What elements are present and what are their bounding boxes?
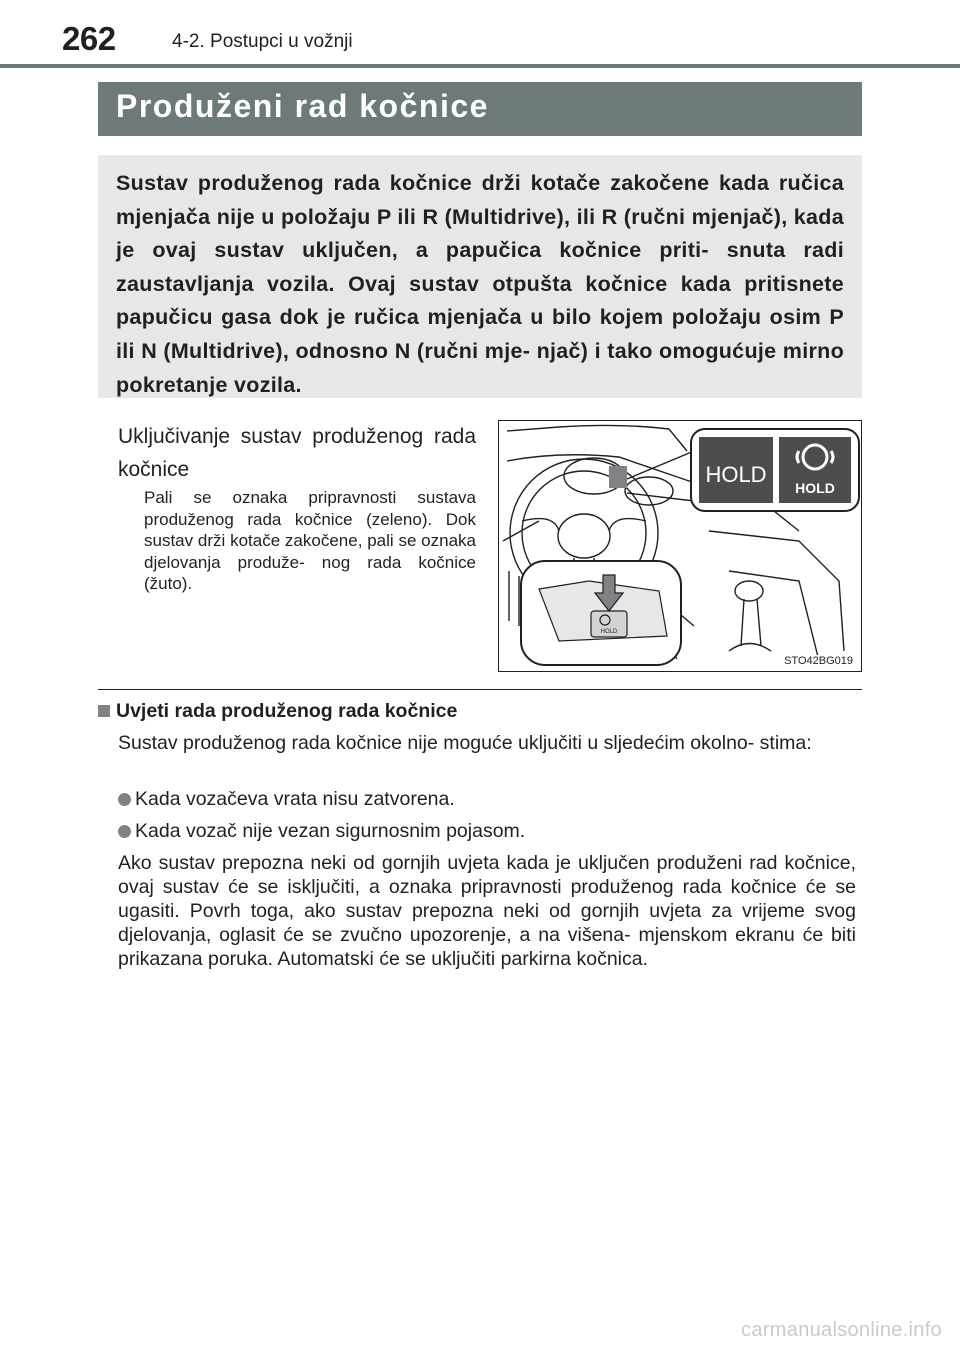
hold-indicator-label: HOLD bbox=[705, 462, 767, 487]
list-item bbox=[118, 819, 525, 843]
conditions-heading bbox=[98, 700, 457, 723]
list-item bbox=[118, 787, 455, 811]
list-item-text: Kada vozač nije vezan sigurnosnim pojasom. bbox=[135, 820, 526, 842]
header-rule bbox=[0, 64, 960, 68]
conditions-paragraph: Ako sustav prepozna neki od gornjih uvjeta kada je uključen produženi rad kočnice, ovaj sustav će se isključiti, a oznaka pripravnosti produženog rada kočnice će se ugasiti. Povrh toga, ako sustav prepozna neki od gornjih uvjeta za vrijeme svog djelovanja, oglasit će se zvučno upozorenje, a na višena- mjenskom ekranu će biti prikazana poruka. Automatski će se uključiti parkirna kočnica. bbox=[118, 852, 856, 970]
page-number: 262 bbox=[62, 20, 116, 57]
hold-button-label: HOLD bbox=[600, 629, 618, 635]
figure-code: STO42BG019 bbox=[784, 655, 853, 667]
dashboard-illustration bbox=[499, 421, 862, 672]
section-divider bbox=[98, 689, 862, 690]
watermark: carmanualsonline.info bbox=[741, 1319, 942, 1341]
summary-text: Sustav produženog rada kočnice drži kotače zakočene kada ručica mjenjača nije u položaju P ili R (Multidrive), ili R (ručni mjenjač), kada je ovaj sustav uključen, a papučica kočnice priti- snuta radi zaustavljanja vozila. Ovaj sustav otpušta kočnice kada pritisnete papučicu gasa dok je ručica mjenjača u bilo kojem položaju osim P ili N (Multidrive), odnosno N (ručni mje- njač) i tako omogućuje mirno pokretanje vozila. bbox=[116, 171, 844, 397]
figure-description: Pali se oznaka pripravnosti sustava produženog rada kočnice (zeleno). Dok sustav drži kotače zakočene, pali se oznaka djelovanja produže- nog rada kočnice (žuto). bbox=[144, 488, 476, 593]
list-item-text: Kada vozačeva vrata nisu zatvorena. bbox=[135, 788, 455, 810]
figure-heading: Uključivanje sustav produženog rada kočnice bbox=[118, 425, 476, 481]
round-bullet-icon bbox=[118, 793, 131, 806]
illustration-figure bbox=[498, 420, 862, 672]
conditions-intro: Sustav produženog rada kočnice nije moguće uključiti u sljedećim okolno- stima: bbox=[118, 732, 812, 754]
page-title: Produženi rad kočnice bbox=[116, 88, 489, 124]
round-bullet-icon bbox=[118, 825, 131, 838]
conditions-heading-text: Uvjeti rada produženog rada kočnice bbox=[116, 700, 458, 722]
square-bullet-icon bbox=[98, 705, 110, 717]
page-title-bar bbox=[98, 82, 862, 136]
hold-standby-indicator-label: HOLD bbox=[795, 480, 835, 496]
section-breadcrumb: 4-2. Postupci u vožnji bbox=[172, 31, 353, 52]
summary-box bbox=[98, 155, 862, 398]
